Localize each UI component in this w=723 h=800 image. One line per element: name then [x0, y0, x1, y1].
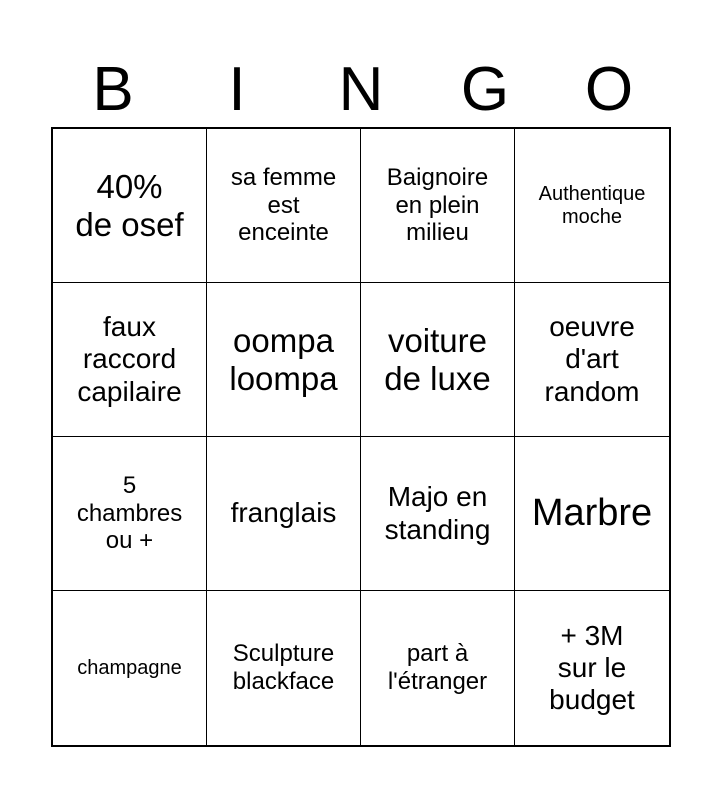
bingo-cell[interactable]: franglais [207, 437, 361, 591]
bingo-cell[interactable]: oeuvre d'art random [515, 283, 669, 437]
bingo-header [51, 55, 671, 125]
bingo-cell[interactable]: 5 chambres ou + [53, 437, 207, 591]
bingo-cell[interactable]: champagne [53, 591, 207, 745]
bingo-grid [51, 127, 671, 747]
bingo-cell[interactable]: sa femme est enceinte [207, 129, 361, 283]
bingo-cell[interactable]: faux raccord capilaire [53, 283, 207, 437]
header-letter-n: N [338, 55, 384, 124]
header-letter-b: B [92, 55, 134, 124]
header-letter-i: I [228, 55, 246, 124]
header-letter-g: G [460, 55, 510, 124]
bingo-cell[interactable]: Marbre [515, 437, 669, 591]
bingo-cell[interactable]: part à l'étranger [361, 591, 515, 745]
bingo-cell[interactable]: oompa loompa [207, 283, 361, 437]
bingo-cell[interactable]: Sculpture blackface [207, 591, 361, 745]
bingo-cell[interactable]: Authentique moche [515, 129, 669, 283]
header-letter-o: O [584, 55, 634, 124]
bingo-cell[interactable]: + 3M sur le budget [549, 619, 635, 716]
bingo-cell[interactable]: Majo en standing [361, 437, 515, 591]
bingo-cell[interactable]: 40% de osef [53, 129, 207, 283]
bingo-cell[interactable]: Baignoire en plein milieu [361, 129, 515, 283]
bingo-cell[interactable]: voiture de luxe [361, 283, 515, 437]
